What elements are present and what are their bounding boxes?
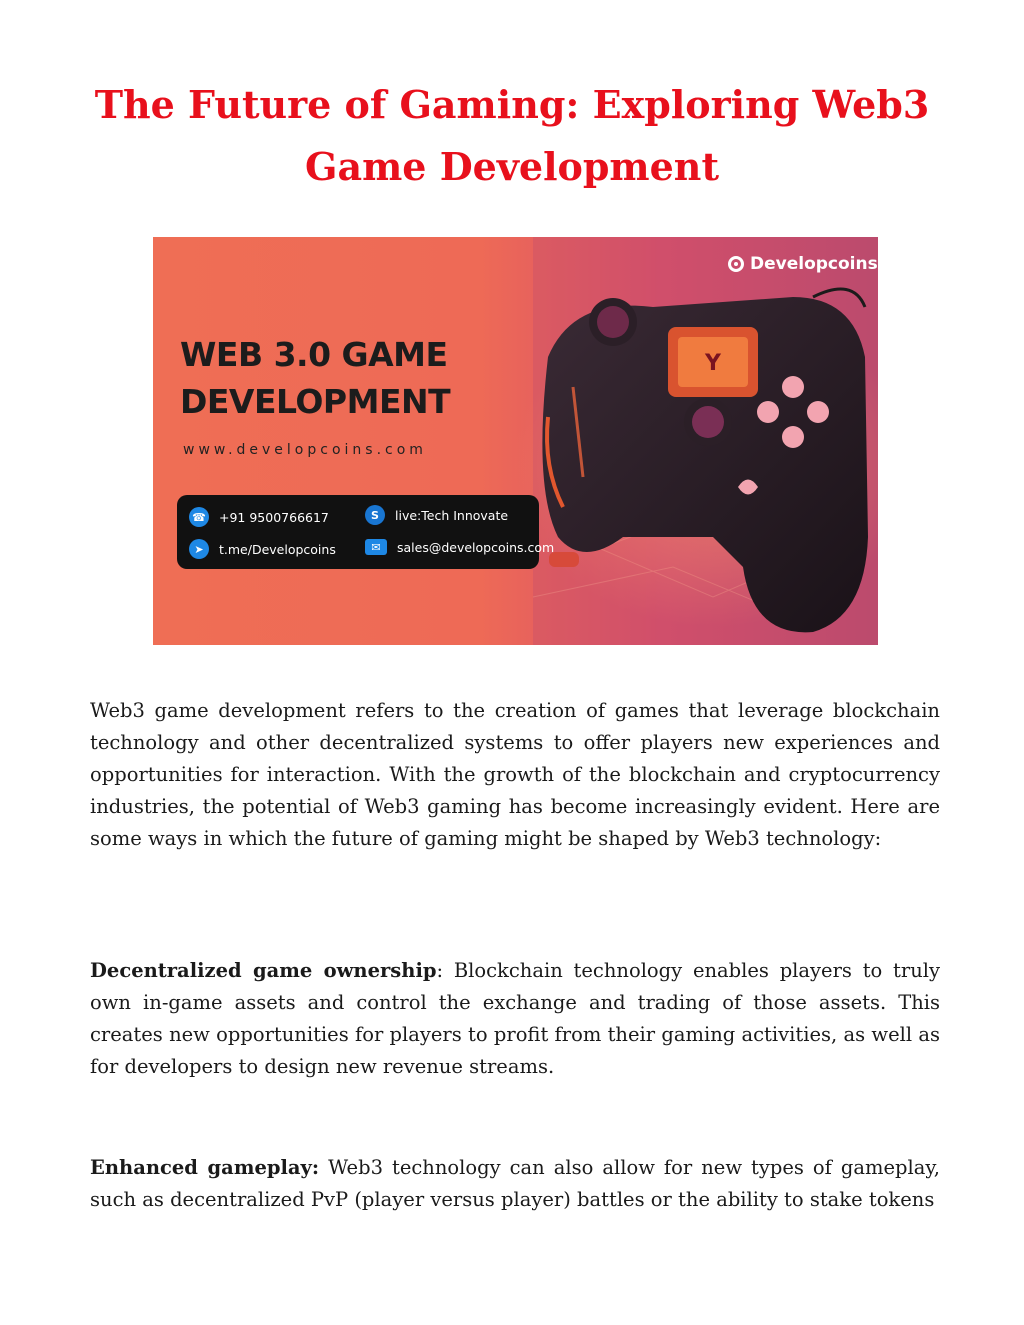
section-heading: Decentralized game ownership <box>90 959 437 982</box>
contact-phone <box>189 507 329 527</box>
skype-icon: S <box>365 505 385 525</box>
phone-number: +91 9500766617 <box>219 509 329 525</box>
contact-skype <box>365 505 508 525</box>
svg-text:Y: Y <box>705 351 721 376</box>
contact-box <box>177 495 555 569</box>
section-heading: Enhanced gameplay: <box>90 1156 320 1179</box>
phone-icon: ☎ <box>189 507 209 527</box>
intro-paragraph: Web3 game development refers to the creation of games that leverage blockchain technology and other decentralized systems to offer players new experiences and opportunities for interaction. With the growth of the blockchain and cryptocurrency industries, the potential of Web3 gaming has become increasingly evident. Here are some ways in which the future of gaming might be shaped by Web3 technology: <box>90 699 940 850</box>
section-text: : Blockchain technology enables players to truly own in-game assets and control the exchange and trading of those assets. This creates new opportunities for players to profit from their gaming activities, as well as for developers to design new revenue streams. <box>90 959 941 1078</box>
page-title: The Future of Gaming: Exploring Web3 Game Development <box>94 82 930 189</box>
banner-url: www.developcoins.com <box>183 442 427 458</box>
section-decentralized-ownership <box>90 955 940 1083</box>
banner-heading-line-1: WEB 3.0 GAME <box>180 335 448 374</box>
brand-mark-icon <box>728 256 744 272</box>
banner-image <box>153 237 878 645</box>
game-controller-icon <box>153 237 878 645</box>
telegram-icon: ➤ <box>189 539 209 559</box>
brand-logo <box>728 254 878 274</box>
banner-heading-line-2: DEVELOPMENT <box>180 382 451 421</box>
email-address: sales@developcoins.com <box>397 539 555 555</box>
contact-telegram <box>189 539 336 559</box>
brand-name: Developcoins <box>750 254 878 274</box>
telegram-link: t.me/Developcoins <box>219 541 336 557</box>
skype-id: live:Tech Innovate <box>395 507 509 523</box>
section-enhanced-gameplay <box>90 1152 940 1216</box>
section-text: Web3 technology can also allow for new types of gameplay, such as decentralized PvP (player versus player) battles or the ability to stake tokens <box>90 1156 941 1211</box>
contact-email <box>365 539 554 555</box>
email-icon: ✉ <box>365 539 387 555</box>
